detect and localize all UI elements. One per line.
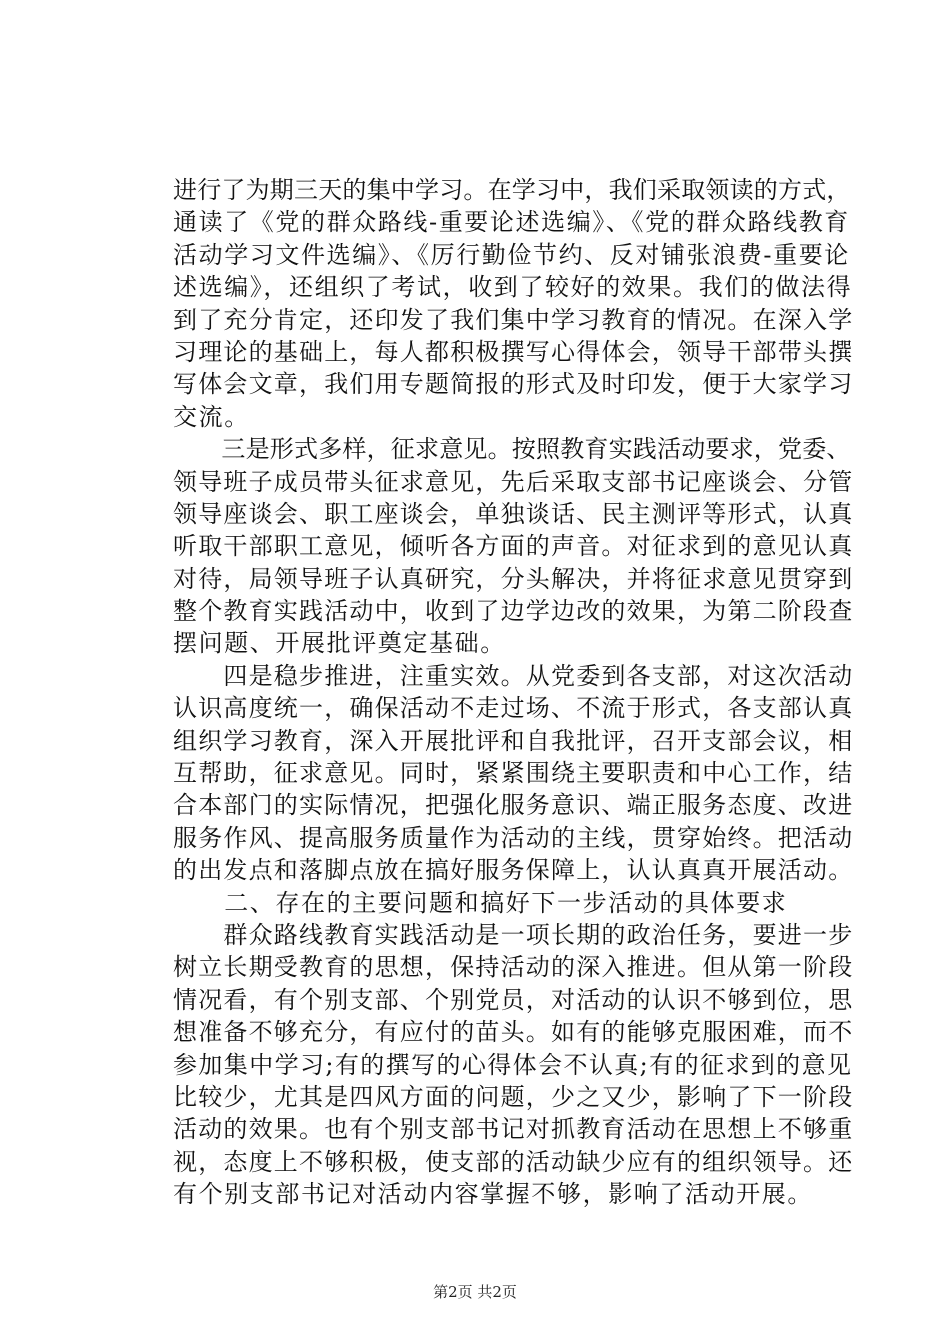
- text-line: 领导座谈会、职工座谈会，单独谈话、民主测评等形式，认真: [173, 499, 854, 528]
- text-line: 想准备不够充分，有应付的苗头。如有的能够克服困难，而不: [173, 1018, 854, 1047]
- paragraph-start-line: 四是稳步推进，注重实效。从党委到各支部，对这次活动: [173, 661, 854, 690]
- text-line: 交流。: [173, 402, 250, 431]
- text-line: 视，态度上不够积极，使支部的活动缺少应有的组织领导。还: [173, 1147, 854, 1176]
- text-line: 整个教育实践活动中，收到了边学边改的效果，为第二阶段查: [173, 597, 854, 626]
- text-line: 认识高度统一，确保活动不走过场、不流于形式，各支部认真: [173, 694, 854, 723]
- text-line: 述选编》，还组织了考试，收到了较好的效果。我们的做法得: [173, 273, 853, 302]
- text-line: 情况看，有个别支部、个别党员，对活动的认识不够到位，思: [173, 985, 854, 1014]
- page-number-footer: 第2页 共2页: [433, 1283, 517, 1301]
- text-line: 到了充分肯定，还印发了我们集中学习教育的情况。在深入学: [173, 305, 854, 334]
- text-line: 写体会文章，我们用专题简报的形式及时印发，便于大家学习: [173, 370, 854, 399]
- text-line: 组织学习教育，深入开展批评和自我批评，召开支部会议，相: [173, 726, 854, 755]
- paragraph-start-line: 群众路线教育实践活动是一项长期的政治任务，要进一步: [173, 920, 854, 949]
- text-line: 摆问题、开展批评奠定基础。: [173, 629, 506, 658]
- section-heading: 二、存在的主要问题和搞好下一步活动的具体要求: [173, 888, 788, 917]
- document-body: [173, 174, 853, 1211]
- text-line: 树立长期受教育的思想，保持活动的深入推进。但从第一阶段: [173, 953, 854, 982]
- text-line: 听取干部职工意见，倾听各方面的声音。对征求到的意见认真: [173, 532, 854, 561]
- text-line: 互帮助，征求意见。同时，紧紧围绕主要职责和中心工作，结: [173, 759, 854, 788]
- text-line: 通读了《党的群众路线-重要论述选编》、《党的群众路线教育: [173, 208, 850, 237]
- text-line: 领导班子成员带头征求意见，先后采取支部书记座谈会、分管: [173, 467, 854, 496]
- text-line: 活动学习文件选编》、《厉行勤俭节约、反对铺张浪费-重要论: [173, 240, 850, 269]
- text-line: 合本部门的实际情况，把强化服务意识、端正服务态度、改进: [173, 791, 854, 820]
- text-line: 的出发点和落脚点放在搞好服务保障上，认认真真开展活动。: [173, 856, 854, 885]
- text-line: 对待，局领导班子认真研究，分头解决，并将征求意见贯穿到: [173, 564, 854, 593]
- text-line: 比较少，尤其是四风方面的问题，少之又少，影响了下一阶段: [173, 1082, 854, 1111]
- text-line: 参加集中学习;有的撰写的心得体会不认真;有的征求到的意见: [173, 1050, 853, 1079]
- text-line: 习理论的基础上，每人都积极撰写心得体会，领导干部带头撰: [173, 337, 854, 366]
- text-line: 服务作风、提高服务质量作为活动的主线，贯穿始终。把活动: [173, 823, 854, 852]
- text-line: 进行了为期三天的集中学习。在学习中，我们采取领读的方式，: [173, 176, 851, 204]
- paragraph-start-line: 三是形式多样，征求意见。按照教育实践活动要求，党委、: [173, 435, 851, 464]
- text-line: 有个别支部书记对活动内容掌握不够，影响了活动开展。: [173, 1180, 813, 1209]
- text-line: 活动的效果。也有个别支部书记对抓教育活动在思想上不够重: [173, 1115, 854, 1144]
